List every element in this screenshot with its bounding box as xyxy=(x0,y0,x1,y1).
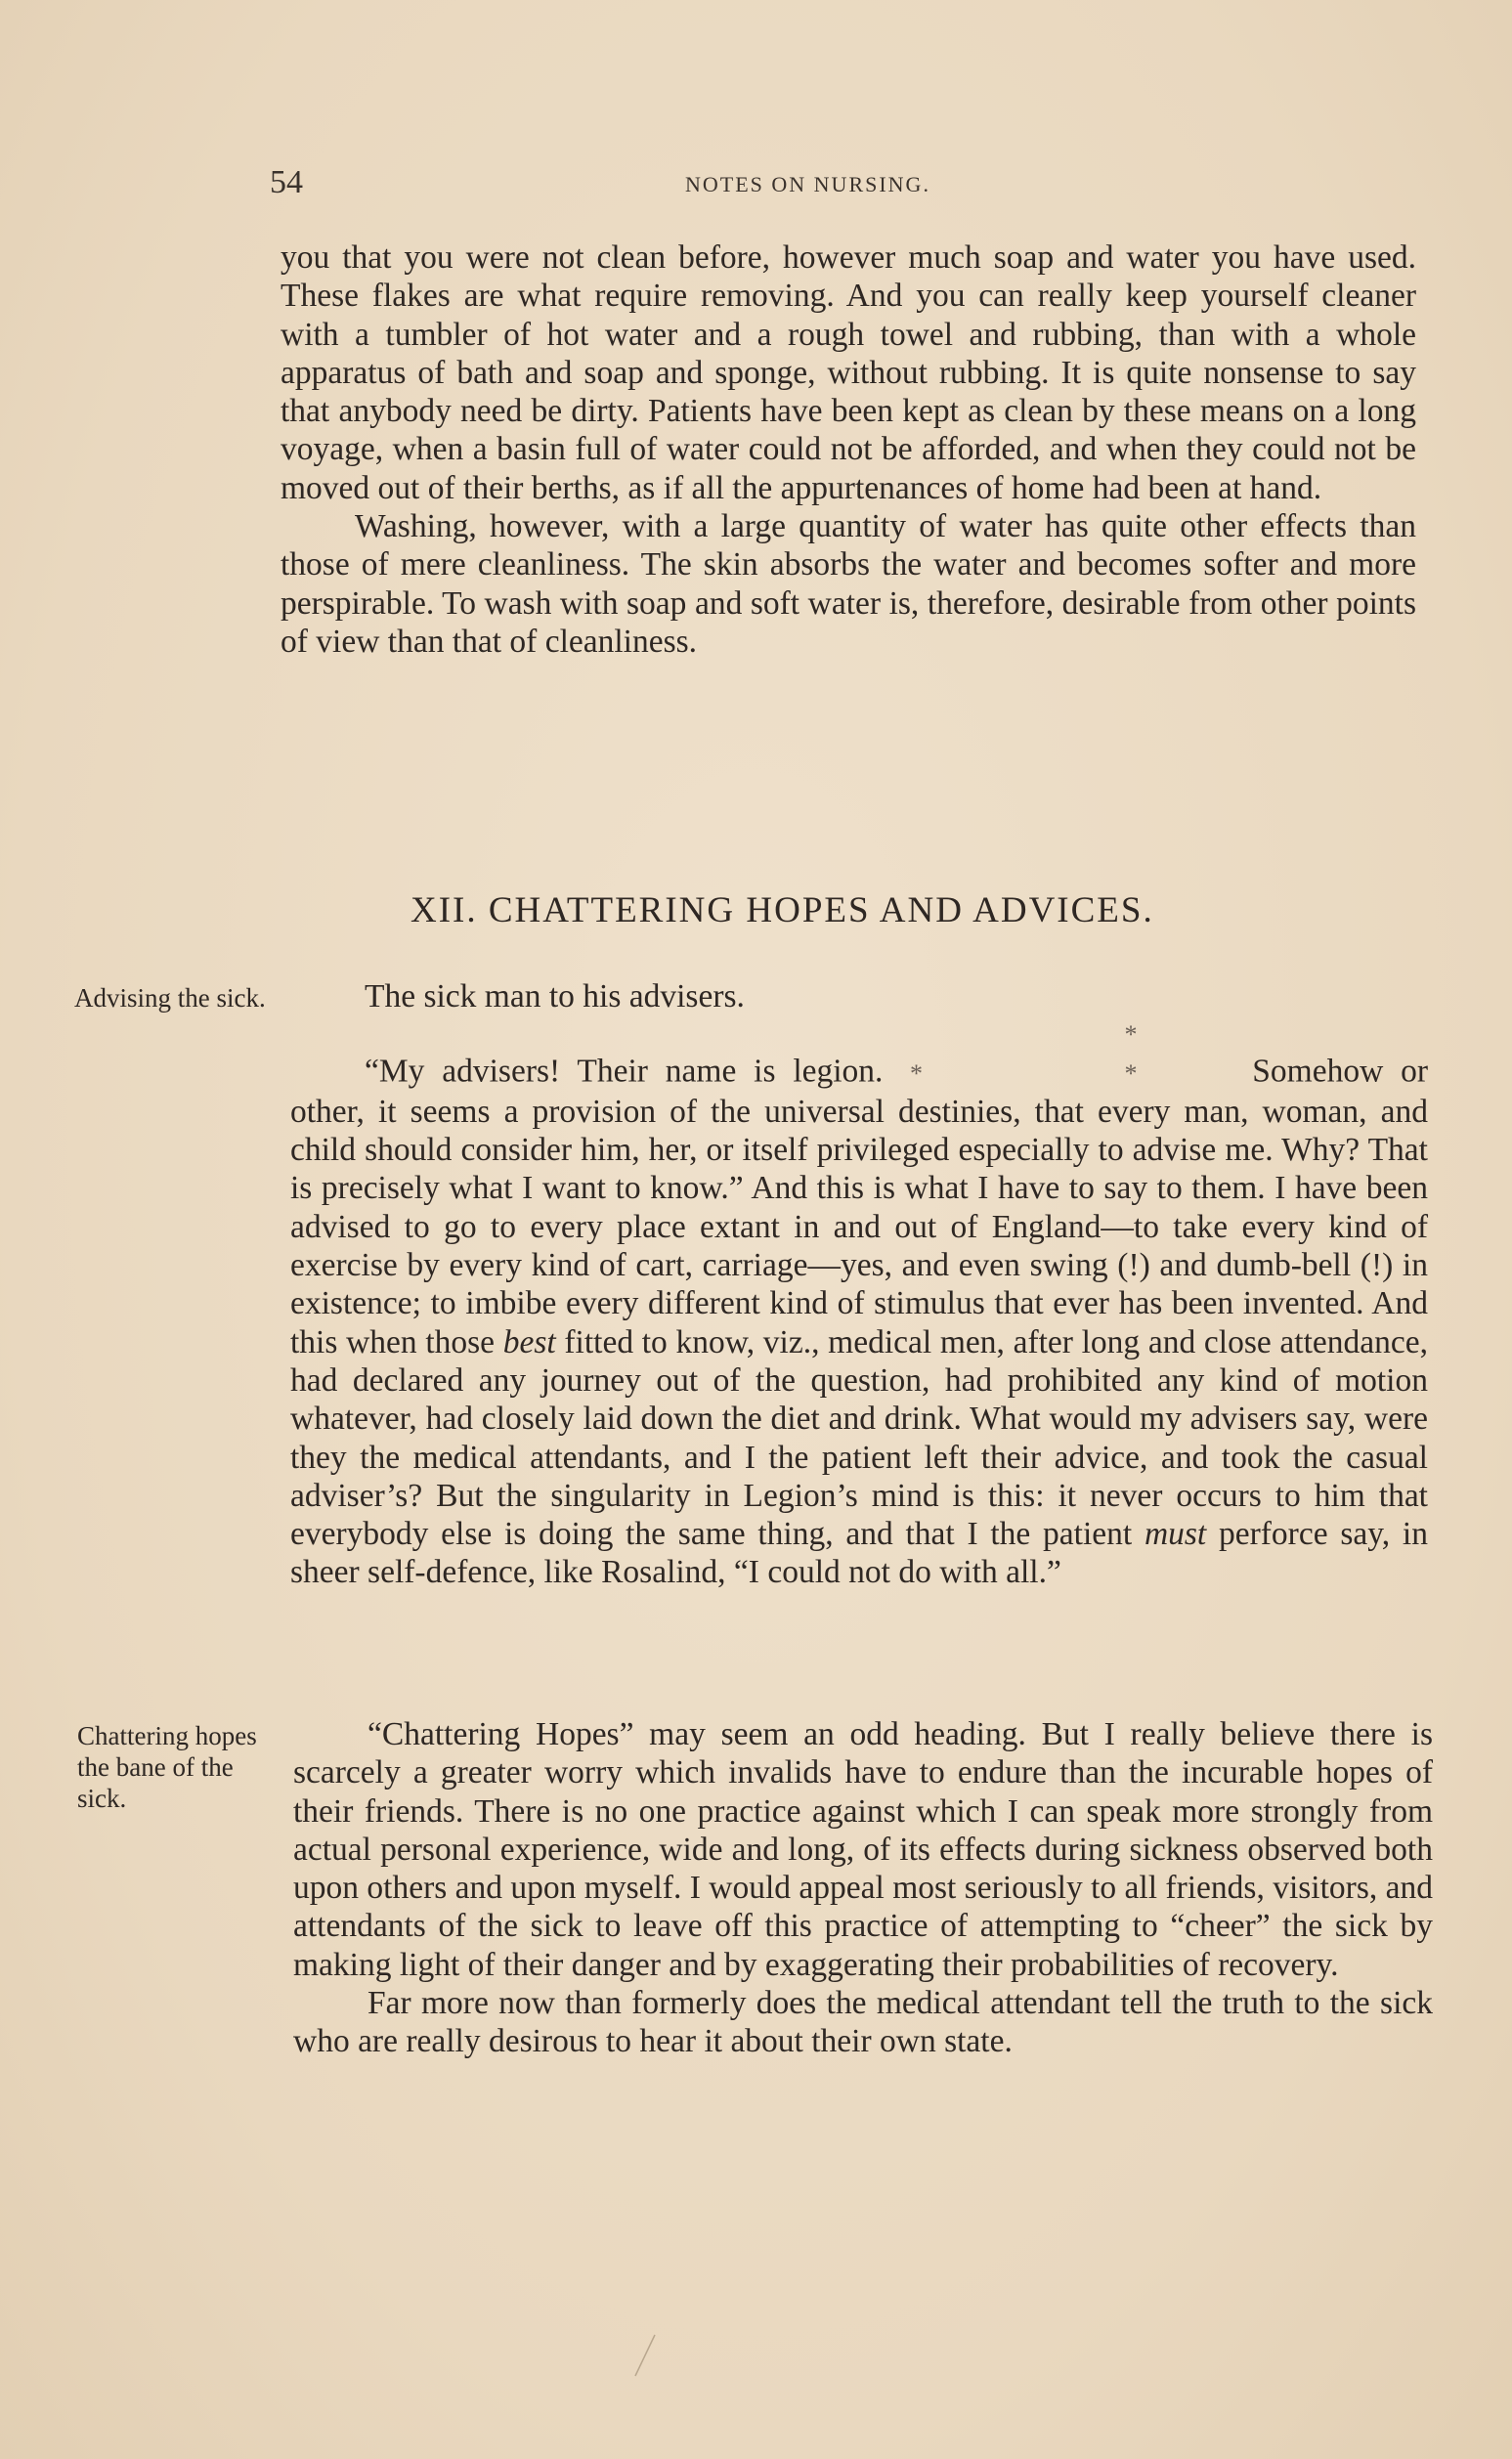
chapter-title: XII. CHATTERING HOPES AND ADVICES. xyxy=(410,890,1154,930)
emphasis-best: best xyxy=(502,1323,556,1360)
sick-man-block xyxy=(290,977,1428,1592)
paragraph-continued: you that you were not clean before, however much soap and water you have used. These flakes are what require removing. And you can really keep yourself cleaner with a tumbler of hot water and a rough towel and rubbing, than with a whole apparatus of bath and soap and sponge, without rubbing. It is quite nonsense to say that anybody need be dirty. Patients have been kept as clean by these means on a long voyage, when a basin full of water could not be afforded, and when they could not be moved out of their berths, as if all the appurtenances of home had been at hand. xyxy=(281,239,1416,506)
page-number: 54 xyxy=(270,164,303,200)
sidenote-advising xyxy=(74,982,270,1014)
medical-attendant-paragraph: Far more now than formerly does the medical attendant tell the truth to the sick who are really desirous to hear it about their own state. xyxy=(293,1985,1433,2060)
advisers-text-b: fitted to know, viz., medical men, after long and close attendance, had declared any journey out of the question, had prohibited any kind of motion whatever, had closely laid down the diet and drink. What would my advisers say, were they the medical attendants, and I the patient left their advice, and took the casual adviser’s? But the singularity in Legion’s mind is this: it never occurs to him that everybody else is doing the same thing, and that I the patient xyxy=(290,1323,1429,1553)
advisers-text-a: Somehow or other, it seems a provision of the universal destinies, that every man, woman, and child should consider him, her, or itself privileged especially to advise me. Why? That is precisely what I want to know.” And this is what I have to say to them. I have been advised to go to every place extant in and out of England—to take every kind of exercise by every kind of cart, carriage—yes, and even swing (!) and dumb-bell (!) in existence; to imbibe every different kind of stimulus that ever has been invented. And this when those xyxy=(290,1053,1429,1360)
sick-man-line: The sick man to his advisers. xyxy=(365,978,745,1014)
paper-mark-icon xyxy=(626,2331,665,2380)
running-head: NOTES ON NURSING. xyxy=(685,172,930,196)
page-header xyxy=(270,164,1022,203)
sidenote-advising-text: Advising the sick. xyxy=(74,983,266,1013)
advisers-opening: “My advisers! Their name is legion. xyxy=(365,1053,884,1090)
asterisk-separator: * * * xyxy=(909,1020,1235,1088)
chattering-paragraph: “Chattering Hopes” may seem an odd heading. But I really believe there is scarcely a greater worry which invalids have to endure than the incurable hopes of their friends. There is no one practice against which I can speak more strongly from actual personal experience, wide and long, of its effects during sickness observed both upon others and upon myself. I would appeal most seriously to all friends, visitors, and attendants of the sick to leave off this practice of attempting to “cheer” the sick by making light of their danger and by exaggerating their probabilities of recovery. xyxy=(293,1716,1433,1983)
advisers-text-c: perforce say, in sheer self-defence, like Rosalind, “I could not do with all.” xyxy=(290,1516,1428,1591)
advisers-paragraph xyxy=(290,1015,1428,1591)
paragraph-washing: Washing, however, with a large quantity of water has quite other effects than those of mere cleanliness. The skin absorbs the water and becomes softer and more perspirable. To wash with soap and soft water is, therefore, desirable from other points of view than that of cleanliness. xyxy=(281,508,1416,660)
sidenote-chattering xyxy=(77,1720,282,1814)
sidenote-chattering-text: Chattering hopes the bane of the sick. xyxy=(77,1721,257,1813)
emphasis-must: must xyxy=(1144,1516,1207,1553)
continued-text-block xyxy=(281,238,1416,661)
chattering-block xyxy=(293,1715,1433,2061)
